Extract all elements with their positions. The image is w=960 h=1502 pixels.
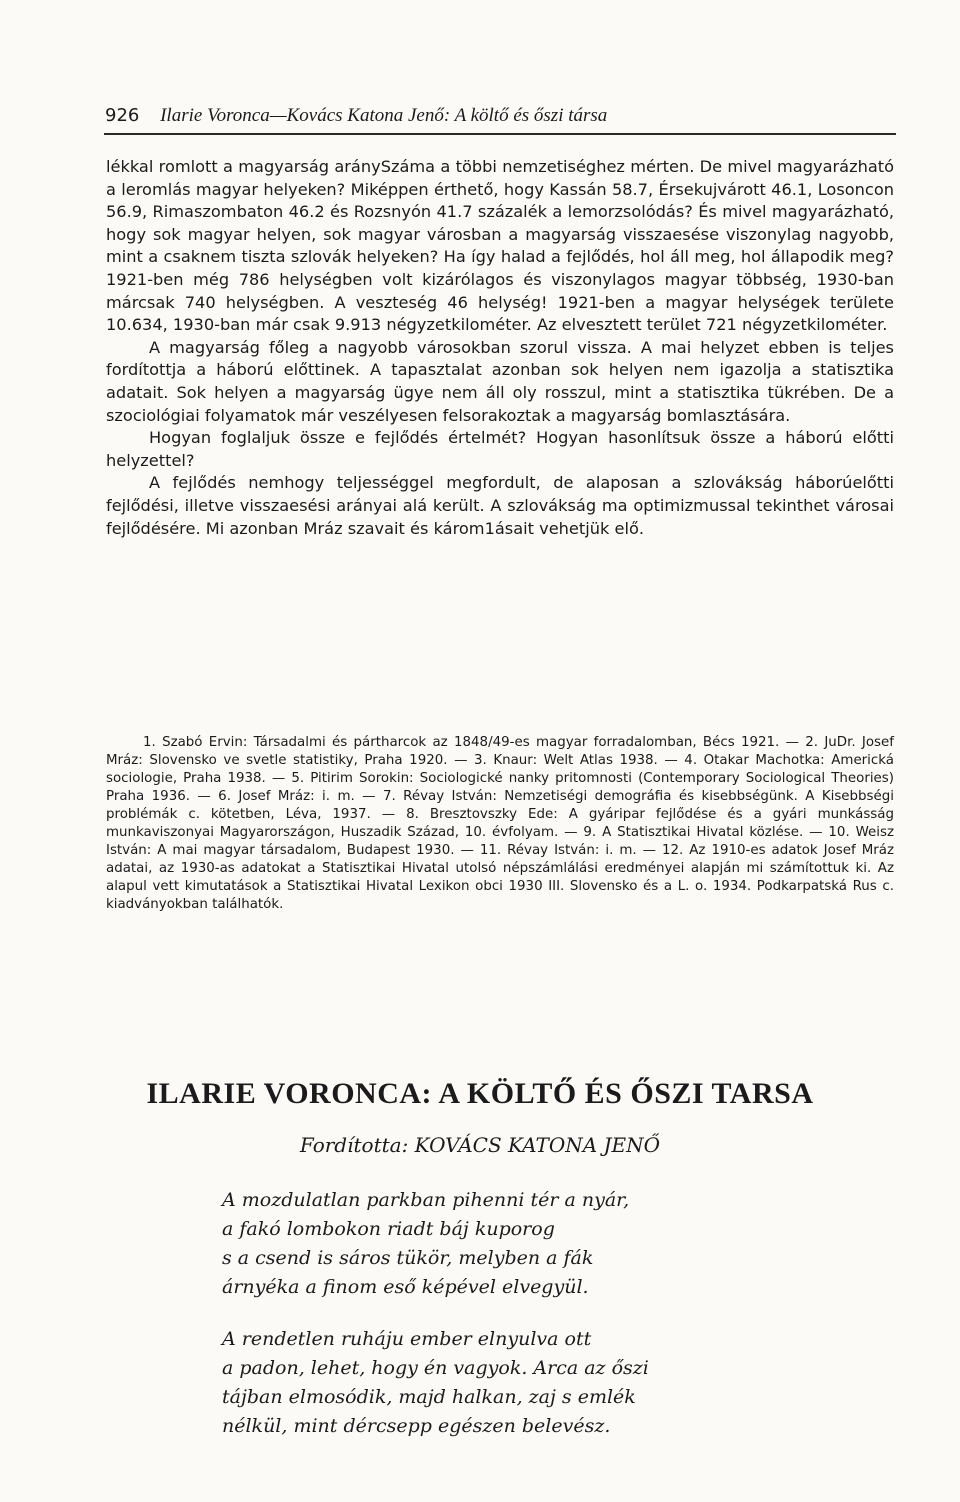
poem-line: tájban elmosódik, majd halkan, zaj s emlék — [222, 1386, 636, 1408]
poem-stanza — [222, 1325, 842, 1441]
poem-line: s a csend is sáros tükör, melyben a fák — [222, 1247, 594, 1269]
header-rule — [104, 133, 896, 135]
poem-line: A mozdulatlan parkban pihenni tér a nyár, — [222, 1189, 630, 1211]
article-paragraph: A magyarság főleg a nagyobb városokban szorul vissza. A mai helyzet ebben is teljes fordítottja a háború előttinek. A tapasztalat azonban sok helyen nem igazolja a statisztika adatait. Sok helyen a magyarság ügye nem áll oly rosszul, mint a statisztika tükrében. De a szociológiai folyamatok már veszélyesen felsorakoztak a magyarság bomlasztására. — [106, 337, 894, 425]
poem-stanza — [222, 1186, 842, 1302]
poem-translator: Fordította: KOVÁCS KATONA JENŐ — [299, 1133, 661, 1157]
poem-line: árnyéka a finom eső képével elvegyül. — [222, 1276, 589, 1298]
running-title: Ilarie Voronca—Kovács Katona Jenő: A költő és őszi társa — [160, 105, 608, 126]
footnotes — [106, 734, 894, 914]
poem-line: a padon, lehet, hogy én vagyok. Arca az őszi — [222, 1357, 649, 1379]
footnotes-text: 1. Szabó Ervin: Társadalmi és pártharcok az 1848/49-es magyar forradalomban, Bécs 1921. — 2. JuDr. Josef Mráz: Slovensko ve svetle statistiky, Praha 1920. — 3. Knaur: Welt Atlas 1938. — 4. Otakar Machotka: Americká sociologie, Praha 1938. — 5. Pitirim Sorokin: Sociologické nanky pritomnosti (Contemporary Sociological Theories) Praha 1936. — 6. Josef Mráz: i. m. — 7. Révay István: Nemzetiségi demográfia és kisebbségünk. A Kisebbségi problémák c. kötetben, Léva, 1937. — 8. Bresztovszky Ede: A gyáripar fejlődése és a gyári munkásság munkaviszonyai Magyarországon, Huszadik Század, 10. évfolyam. — 9. A Statisztikai Hivatal közlése. — 10. Weisz István: A mai magyar társadalom, Budapest 1930. — 11. Révay István: i. m. — 12. Az 1910-es adatok Josef Mráz adatai, az 1930-as adatokat a Statisztikai Hivatal utolsó népszámlálási eredményei alapján mi számítottuk ki. Az alapul vett kimutatások a Statisztikai Hivatal Lexikon obci 1930 III. Slovensko és a L. o. 1934. Podkarpatská Rus c. kiadványokban találhatók. — [106, 735, 894, 912]
article-paragraph: lékkal romlott a magyarság aránySzáma a többi nemzetiséghez mérten. De mivel magyarázható a leromlás magyar helyeken? Miképpen érthető, hogy Kassán 58.7, Érsekujvárott 46.1, Losoncon 56.9, Rimaszombaton 46.2 és Rozsnyón 41.7 százalék a lemorzsolódás? És mivel magyarázható, hogy sok magyar helyen, sok magyar városban a magyarság visszaesése viszonylag nagyobb, mint a csaknem tiszta szlovák helyeken? Ha így halad a fejlődés, hol áll meg, hol állapodik meg? 1921-ben még 786 helységben volt kizárólagos és viszonylagos magyar többség, 1930-ban márcsak 740 helységben. A veszteség 46 helység! 1921-ben a magyar helységek területe 10.634, 1930-ban már csak 9.913 négyzetkilométer. Az elvesztett terület 721 négyzetkilométer. — [106, 157, 894, 335]
poem-line: A rendetlen ruháju ember elnyulva ott — [222, 1328, 592, 1350]
poem-line: a fakó lombokon riadt báj kuporog — [222, 1218, 555, 1240]
page-number: 926 — [105, 105, 140, 126]
article-body — [106, 156, 894, 540]
poem-title: ILARIE VORONCA: A KÖLTŐ ÉS ŐSZI TARSA — [146, 1077, 814, 1110]
article-paragraph: Hogyan foglaljuk össze e fejlődés értelmét? Hogyan hasonlítsuk össze a háború előtti helyzettel? — [106, 428, 894, 470]
page-header — [105, 104, 895, 128]
article-paragraph: A fejlődés nemhogy teljességgel megfordult, de alaposan a szlovákság háborúelőtti fejlődési, illetve visszaesési arányai alá került. A szlovákság ma optimizmussal tekinthet városai fejlődésére. Mi azonban Mráz szavait és károm1ásait vehetjük elő. — [106, 473, 894, 538]
poem-line: nélkül, mint dércsepp egészen belevész. — [222, 1415, 611, 1437]
